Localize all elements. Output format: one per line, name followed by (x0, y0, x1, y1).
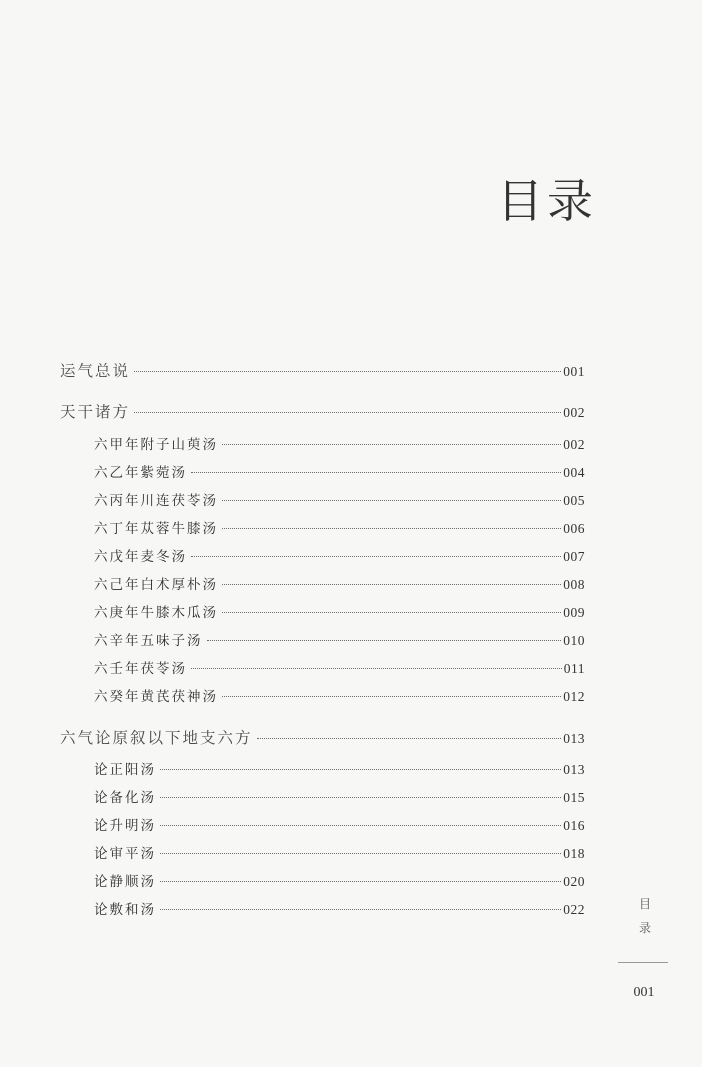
toc-leader-dots (134, 371, 561, 372)
toc-leader-dots (222, 584, 561, 585)
toc-entry-section[interactable] (60, 364, 585, 380)
toc-entry-section[interactable] (60, 405, 585, 421)
toc-entry[interactable] (94, 522, 585, 537)
toc-entry-page: 020 (563, 874, 585, 889)
toc-entry-label: 六壬年茯苓汤 (94, 661, 187, 677)
toc-entry-page: 009 (563, 605, 585, 620)
toc-entry[interactable] (94, 550, 585, 565)
toc-entry-label: 六癸年黄芪茯神汤 (94, 689, 218, 705)
toc-entry-page: 013 (563, 762, 585, 777)
toc-entry[interactable] (94, 819, 585, 834)
toc-entry-page: 001 (563, 364, 585, 379)
toc-leader-dots (134, 412, 561, 413)
toc-leader-dots (257, 738, 562, 739)
toc-entry[interactable] (94, 690, 585, 705)
toc-entry-label: 论静顺汤 (94, 874, 156, 890)
toc-entry-section[interactable] (60, 731, 585, 747)
toc-entry[interactable] (94, 634, 585, 649)
toc-leader-dots (222, 528, 561, 529)
toc-entry-label: 六庚年牛膝木瓜汤 (94, 605, 218, 621)
toc-entry-page: 004 (563, 465, 585, 480)
page-number: 001 (633, 985, 655, 1000)
toc-entry-label: 六己年白术厚朴汤 (94, 577, 218, 593)
toc-leader-dots (160, 797, 561, 798)
toc-entry-label: 论审平汤 (94, 846, 156, 862)
toc-entry-label: 论敷和汤 (94, 902, 156, 918)
toc-entry-page: 007 (563, 549, 585, 564)
toc-leader-dots (207, 640, 562, 641)
toc-entry-label: 六丁年苁蓉牛膝汤 (94, 521, 218, 537)
toc-entry[interactable] (94, 606, 585, 621)
toc-entry[interactable] (94, 466, 585, 481)
toc-entry-label: 六乙年紫菀汤 (94, 465, 187, 481)
folio-rule (618, 962, 668, 963)
toc-entry-label: 六辛年五味子汤 (94, 633, 203, 649)
toc-entry-page: 006 (563, 521, 585, 536)
toc-leader-dots (222, 612, 561, 613)
toc-entry-page: 002 (563, 437, 585, 452)
toc-leader-dots (222, 696, 561, 697)
toc-leader-dots (160, 909, 561, 910)
toc-entry-page: 018 (563, 846, 585, 861)
toc-leader-dots (160, 769, 561, 770)
toc-entry-label: 六戊年麦冬汤 (94, 549, 187, 565)
toc-entry[interactable] (94, 791, 585, 806)
toc-entry[interactable] (94, 494, 585, 509)
toc-entry[interactable] (94, 875, 585, 890)
toc-entry-label: 运气总说 (60, 362, 131, 380)
toc-entry-label: 六气论原叙以下地支六方 (60, 729, 253, 747)
toc-entry-label: 论升明汤 (94, 818, 156, 834)
toc-entry-label: 论备化汤 (94, 790, 156, 806)
toc-entry-page: 012 (563, 689, 585, 704)
toc-leader-dots (191, 472, 561, 473)
toc-entry[interactable] (94, 578, 585, 593)
toc-leader-dots (160, 825, 561, 826)
toc-entry-page: 005 (563, 493, 585, 508)
toc-leader-dots (191, 556, 561, 557)
toc-entry-page: 013 (563, 731, 585, 746)
toc-leader-dots (160, 853, 561, 854)
toc-entry-page: 016 (563, 818, 585, 833)
toc-leader-dots (222, 444, 561, 445)
toc-entry-label: 论正阳汤 (94, 762, 156, 778)
toc-entry-page: 011 (563, 661, 585, 676)
toc-leader-dots (160, 881, 561, 882)
toc-leader-dots (222, 500, 561, 501)
toc-entry-page: 022 (563, 902, 585, 917)
toc-entry[interactable] (94, 763, 585, 778)
toc-entry[interactable] (94, 662, 585, 677)
toc-entry[interactable] (94, 847, 585, 862)
toc-entry-label: 六甲年附子山萸汤 (94, 437, 218, 453)
page-title: 目录 (497, 174, 597, 228)
toc-entry-page: 015 (563, 790, 585, 805)
toc-leader-dots (191, 668, 562, 669)
toc-entry-label: 天干诸方 (60, 403, 131, 421)
running-section-char: 录 (638, 921, 651, 935)
toc-entry[interactable] (94, 438, 585, 453)
toc-entry-page: 002 (563, 405, 585, 420)
toc-entry-page: 010 (563, 633, 585, 648)
running-section-tab (636, 898, 654, 934)
toc-entry-page: 008 (563, 577, 585, 592)
toc-entry-label: 六丙年川连茯苓汤 (94, 493, 218, 509)
running-section-char: 目 (638, 897, 651, 911)
toc-entry[interactable] (94, 903, 585, 918)
